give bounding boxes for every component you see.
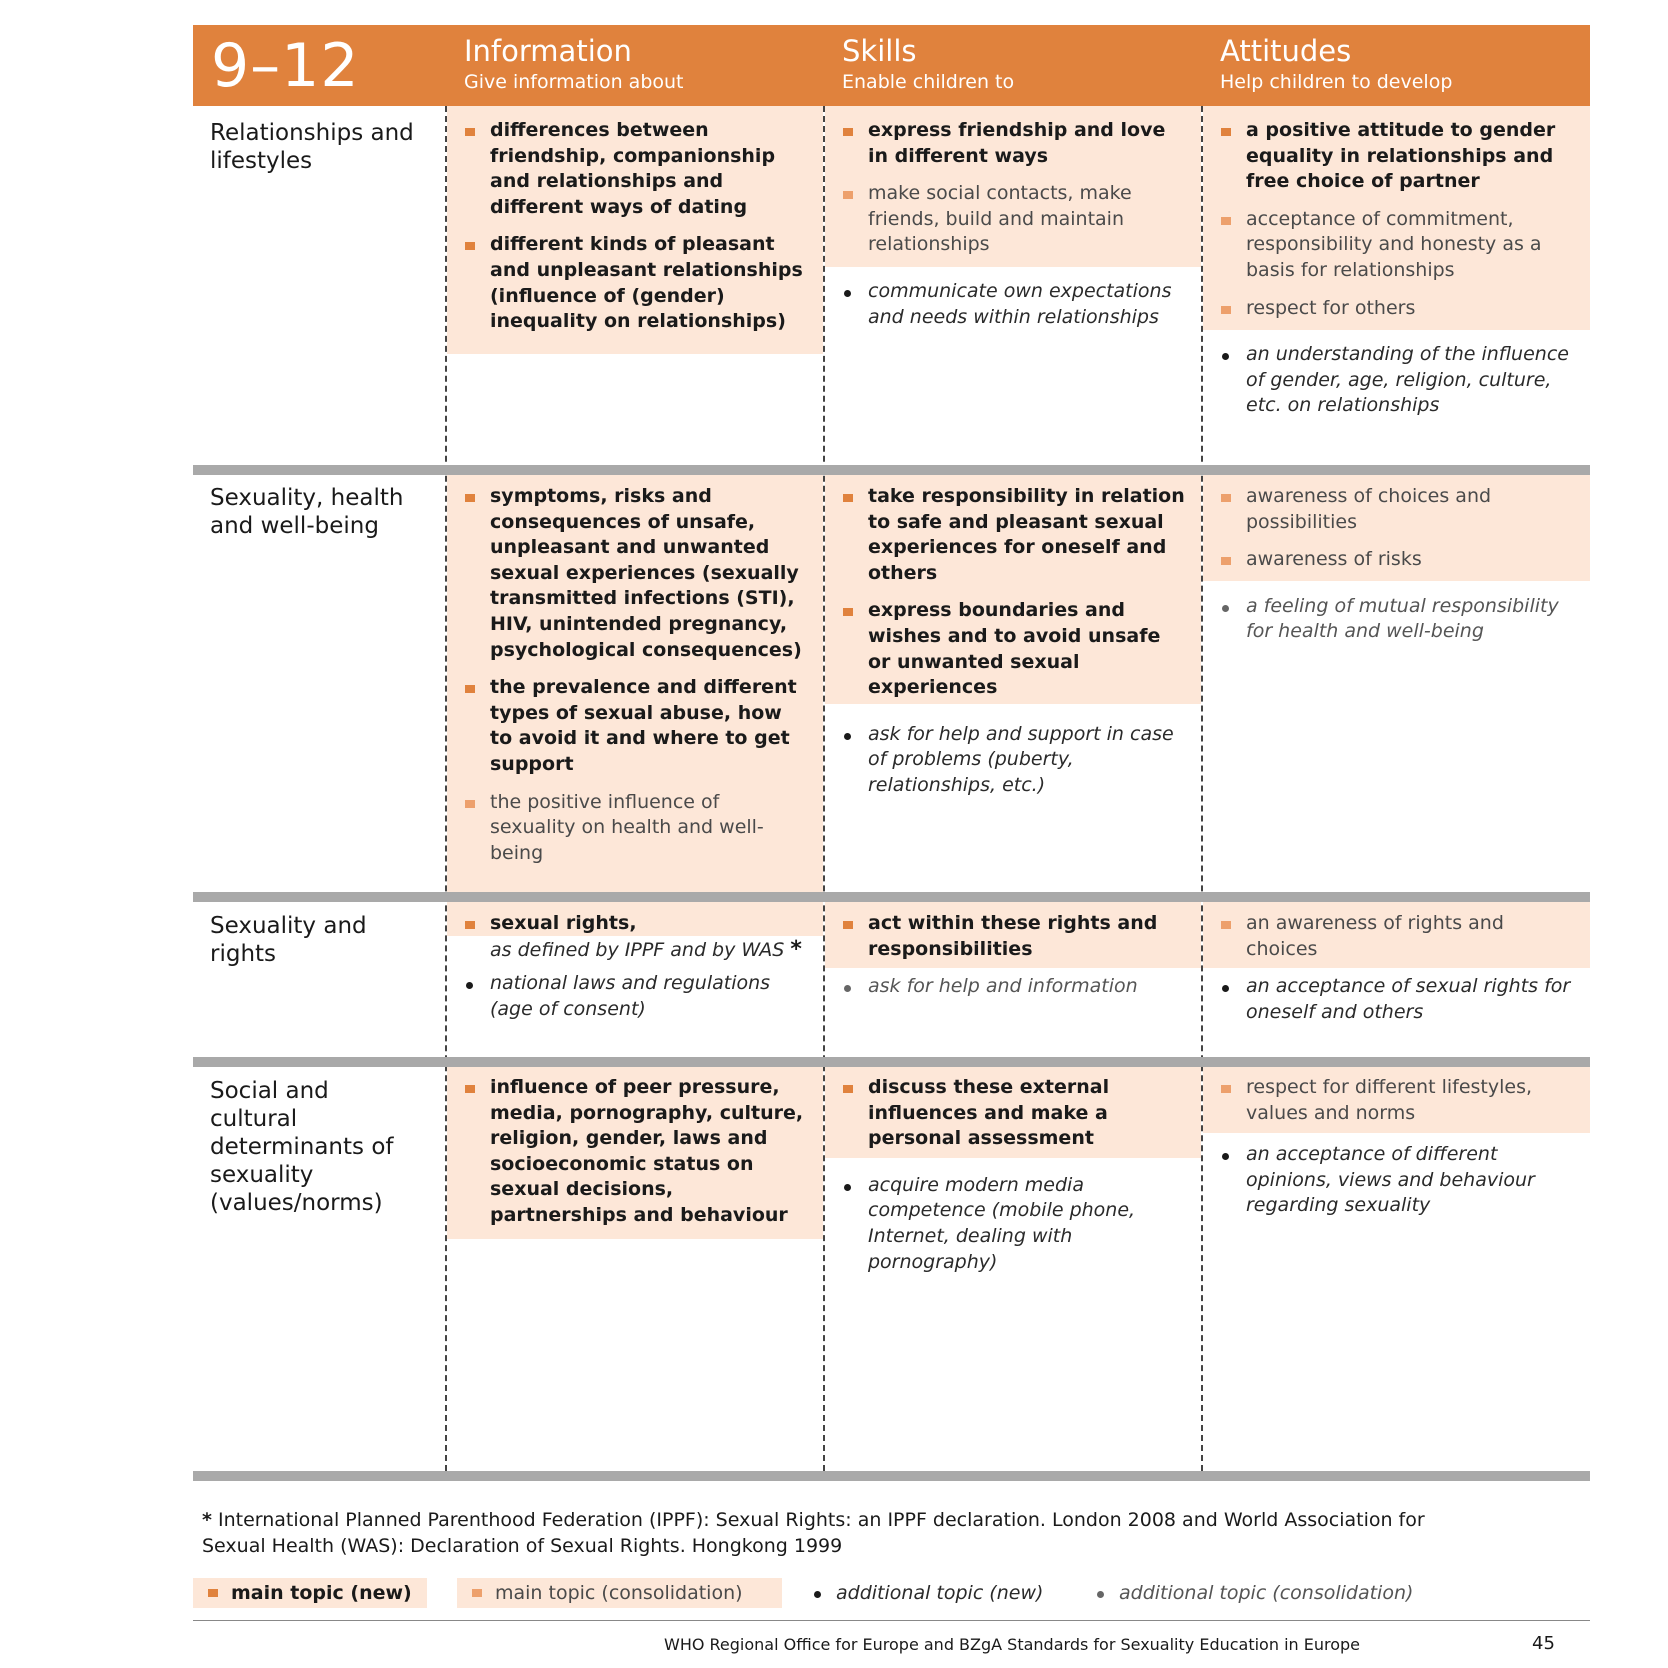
additional-topic-new-marker xyxy=(844,1184,851,1191)
additional-topic-consolidation-marker xyxy=(1222,605,1229,612)
additional-topic-new-marker xyxy=(1222,985,1229,992)
list-item: the positive influence of sexuality on health and well-being xyxy=(464,790,809,867)
row3-attitudes xyxy=(1220,911,1580,1025)
list-item: ask for help and information xyxy=(842,974,1187,1000)
additional-topic-new-marker xyxy=(1222,353,1229,360)
list-item: respect for different lifestyles, values and norms xyxy=(1220,1075,1580,1126)
list-item: express boundaries and wishes and to avoid unsafe or unwanted sexual experiences xyxy=(842,598,1187,700)
row2-skills xyxy=(842,484,1187,799)
legend-additional-topic-consolidation: additional topic (consolidation) xyxy=(1093,1578,1433,1608)
table-bottom-divider xyxy=(193,1471,1590,1481)
additional-topic-new-marker xyxy=(844,290,851,297)
list-item: acceptance of commitment, responsibility and honesty as a basis for relationships xyxy=(1220,207,1580,284)
main-topic-new-marker xyxy=(465,494,475,502)
footnote xyxy=(202,1507,1432,1559)
header-skills-subtitle: Enable children to xyxy=(842,71,1015,93)
main-topic-consolidation-marker xyxy=(1221,306,1231,314)
list-item: express friendship and love in different ways xyxy=(842,118,1187,169)
main-topic-new-marker xyxy=(1221,128,1231,136)
list-item: sexual rights, as defined by IPPF and by WAS * xyxy=(464,911,809,963)
main-topic-new-marker xyxy=(843,921,853,929)
main-topic-new-marker xyxy=(843,1085,853,1093)
row4-attitudes xyxy=(1220,1075,1580,1219)
publication-title: WHO Regional Office for Europe and BZgA Standards for Sexuality Education in Europe xyxy=(664,1635,1361,1654)
footnote-star: * xyxy=(202,1509,212,1531)
list-item: different kinds of pleasant and unpleasant relationships (influence of (gender) inequality on relationships) xyxy=(464,232,809,334)
page-number: 45 xyxy=(1532,1633,1555,1654)
list-item: an understanding of the influence of gender, age, religion, culture, etc. on relationships xyxy=(1220,342,1580,419)
row-divider xyxy=(193,892,1590,902)
main-topic-consolidation-marker xyxy=(1221,217,1231,225)
row3-information xyxy=(464,911,809,1022)
list-item: differences between friendship, companionship and relationships and different ways of dating xyxy=(464,118,809,220)
table-header xyxy=(193,25,1590,106)
list-item: communicate own expectations and needs within relationships xyxy=(842,279,1187,330)
header-information-subtitle: Give information about xyxy=(464,71,684,93)
list-item: a feeling of mutual responsibility for health and well-being xyxy=(1220,594,1580,645)
main-topic-consolidation-marker xyxy=(843,191,853,199)
legend-main-topic-consolidation: main topic (consolidation) xyxy=(457,1578,782,1608)
additional-topic-new-marker xyxy=(1222,1153,1229,1160)
list-item: national laws and regulations (age of consent) xyxy=(464,971,809,1022)
main-topic-new-marker xyxy=(465,242,475,250)
footer-divider xyxy=(193,1620,1590,1621)
row1-skills xyxy=(842,118,1187,330)
main-topic-consolidation-marker xyxy=(465,800,475,808)
additional-topic-consolidation-marker xyxy=(844,985,851,992)
list-item: influence of peer pressure, media, pornography, culture, religion, gender, laws and socioeconomic status on sexual decisions, partnerships and behaviour xyxy=(464,1075,809,1229)
main-topic-consolidation-marker xyxy=(472,1589,482,1597)
list-item: the prevalence and different types of sexual abuse, how to avoid it and where to get support xyxy=(464,675,809,777)
row-divider xyxy=(193,465,1590,475)
row-divider xyxy=(193,1057,1590,1067)
main-topic-consolidation-marker xyxy=(1221,557,1231,565)
list-item: acquire modern media competence (mobile phone, Internet, dealing with pornography) xyxy=(842,1173,1187,1275)
main-topic-new-marker xyxy=(208,1589,218,1597)
main-topic-new-marker xyxy=(843,128,853,136)
legend-additional-topic-new: additional topic (new) xyxy=(810,1578,1060,1608)
age-group-title: 9–12 xyxy=(211,31,360,101)
header-skills-title: Skills xyxy=(842,34,917,68)
list-item: awareness of risks xyxy=(1220,547,1580,573)
list-item: discuss these external influences and make a personal assessment xyxy=(842,1075,1187,1152)
main-topic-new-marker xyxy=(465,1085,475,1093)
row1-information xyxy=(464,118,809,335)
column-divider xyxy=(823,106,825,1471)
list-item: an acceptance of sexual rights for oneself and others xyxy=(1220,974,1580,1025)
list-item: take responsibility in relation to safe and pleasant sexual experiences for oneself and others xyxy=(842,484,1187,586)
legend-main-topic-new: main topic (new) xyxy=(193,1578,427,1608)
header-attitudes xyxy=(1220,33,1452,95)
main-topic-new-marker xyxy=(843,494,853,502)
header-skills xyxy=(842,33,1014,95)
main-topic-new-marker xyxy=(465,128,475,136)
row1-attitudes xyxy=(1220,118,1580,419)
footnote-text: International Planned Parenthood Federation (IPPF): Sexual Rights: an IPPF declaration. London 2008 and World Association for Sexual Health (WAS): Declaration of Sexual Rights. Hongkong 1999 xyxy=(202,1509,1425,1557)
row-label-social-cultural: Social and cultural determinants of sexuality (values/norms) xyxy=(210,1078,394,1216)
list-item: ask for help and support in case of problems (puberty, relationships, etc.) xyxy=(842,722,1187,799)
row4-skills xyxy=(842,1075,1187,1275)
main-topic-new-marker xyxy=(843,608,853,616)
row4-information xyxy=(464,1075,809,1229)
main-topic-new-marker xyxy=(465,921,475,929)
header-information xyxy=(464,33,684,95)
footnote-star: * xyxy=(790,936,802,962)
list-item: make social contacts, make friends, build and maintain relationships xyxy=(842,181,1187,258)
list-item: an acceptance of different opinions, views and behaviour regarding sexuality xyxy=(1220,1142,1580,1219)
main-topic-consolidation-marker xyxy=(1221,1085,1231,1093)
row-label-sexuality-rights: Sexuality and rights xyxy=(210,913,367,967)
main-topic-new-marker xyxy=(465,685,475,693)
list-item: an awareness of rights and choices xyxy=(1220,911,1580,962)
list-item: a positive attitude to gender equality in relationships and free choice of partner xyxy=(1220,118,1580,195)
list-item: respect for others xyxy=(1220,296,1580,322)
list-item: symptoms, risks and consequences of unsafe, unpleasant and unwanted sexual experiences (sexually transmitted infections (STI), HIV, unintended pregnancy, psychological consequences) xyxy=(464,484,809,663)
additional-topic-new-marker xyxy=(814,1591,821,1598)
header-attitudes-title: Attitudes xyxy=(1220,34,1352,68)
main-topic-consolidation-marker xyxy=(1221,921,1231,929)
list-item: awareness of choices and possibilities xyxy=(1220,484,1580,535)
header-attitudes-subtitle: Help children to develop xyxy=(1220,71,1453,93)
additional-topic-new-marker xyxy=(844,733,851,740)
list-item: act within these rights and responsibilities xyxy=(842,911,1187,962)
header-information-title: Information xyxy=(464,34,632,68)
row2-information xyxy=(464,484,809,866)
row3-skills xyxy=(842,911,1187,1000)
row2-attitudes xyxy=(1220,484,1580,645)
main-topic-consolidation-marker xyxy=(1221,494,1231,502)
row-label-sexuality-health: Sexuality, health and well-being xyxy=(210,485,404,539)
additional-topic-consolidation-marker xyxy=(1097,1591,1104,1598)
row-label-relationships: Relationships and lifestyles xyxy=(210,120,414,174)
additional-topic-new-marker xyxy=(466,982,473,989)
